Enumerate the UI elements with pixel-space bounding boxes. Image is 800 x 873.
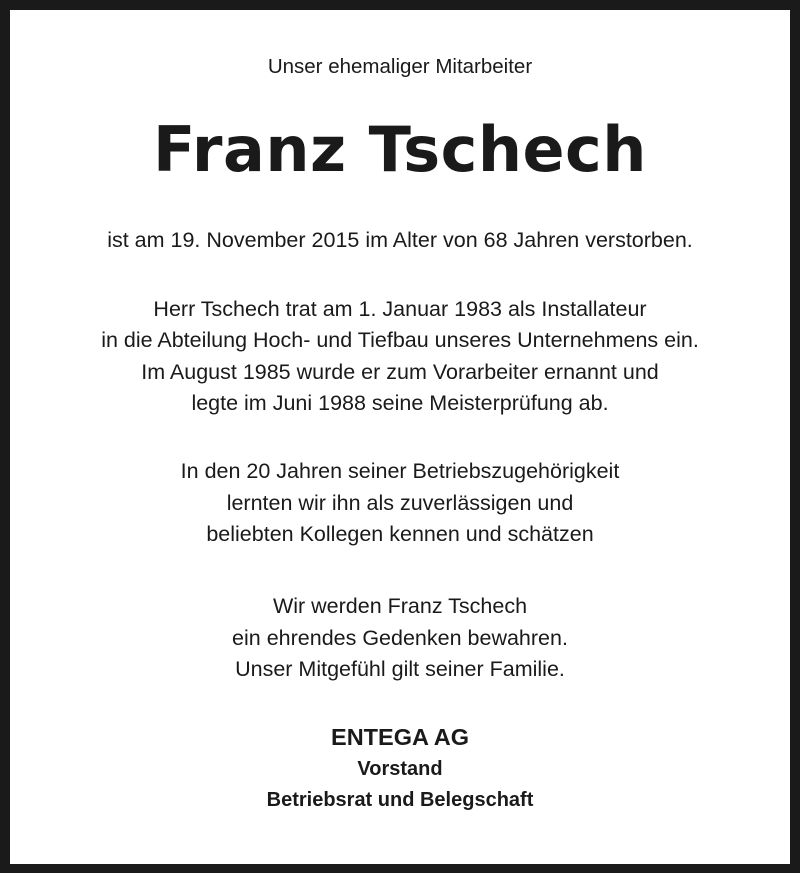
signature-staff: Betriebsrat und Belegschaft bbox=[266, 789, 534, 811]
death-announcement: ist am 19. November 2015 im Alter von 68 Jahren verstorben. bbox=[107, 228, 693, 252]
remembrance-line-1: Wir werden Franz Tschech bbox=[272, 594, 528, 618]
remembrance-line-3: Unser Mitgefühl gilt seiner Familie. bbox=[235, 657, 565, 681]
career-line-3: Im August 1985 wurde er zum Vorarbeiter ernannt und bbox=[141, 360, 659, 384]
career-line-2: in die Abteilung Hoch- und Tiefbau unseres Unternehmens ein. bbox=[101, 328, 699, 352]
remembrance-line-2: ein ehrendes Gedenken bewahren. bbox=[232, 626, 568, 650]
tribute-line-3: beliebten Kollegen kennen und schätzen bbox=[206, 522, 594, 546]
career-line-1: Herr Tschech trat am 1. Januar 1983 als Installateur bbox=[153, 297, 647, 321]
tribute-line-2: lernten wir ihn als zuverlässigen und bbox=[226, 491, 574, 515]
signature-organization: ENTEGA AG bbox=[331, 724, 469, 750]
tribute-line-1: In den 20 Jahren seiner Betriebszugehörigkeit bbox=[180, 459, 620, 483]
deceased-name: Franz Tschech bbox=[153, 113, 647, 186]
career-line-4: legte im Juni 1988 seine Meisterprüfung ab. bbox=[191, 391, 609, 415]
intro-line: Unser ehemaliger Mitarbeiter bbox=[267, 55, 533, 78]
signature-board: Vorstand bbox=[357, 758, 443, 780]
